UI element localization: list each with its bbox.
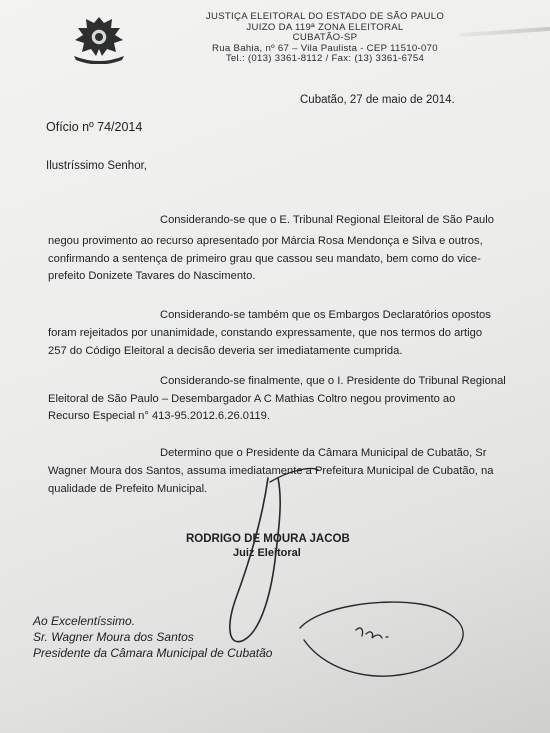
letterhead	[150, 12, 500, 65]
paragraph-2-line-3: 257 do Código Eleitoral a decisão deveria ser imediatamente cumprida.	[48, 345, 403, 357]
paragraph-1-line-2: negou provimento ao recurso apresentado por Márcia Rosa Mendonça e Silva e outros,	[48, 235, 483, 247]
letterhead-line-1: JUSTIÇA ELEITORAL DO ESTADO DE SÃO PAULO	[205, 11, 445, 22]
coat-of-arms-emblem	[66, 14, 132, 64]
oficio-number: Ofício nº 74/2014	[46, 120, 143, 134]
paragraph-3-line-2: Eleitoral de São Paulo – Desembargador A C Mathias Coltro negou provimento ao	[48, 393, 456, 405]
signatory-name: RODRIGO DE MOURA JACOB	[186, 533, 350, 545]
letterhead-line-2: JUIZO DA 119ª ZONA ELEITORAL	[246, 21, 404, 33]
greeting: Ilustríssimo Senhor,	[46, 160, 147, 172]
recipient-line-2: Sr. Wagner Moura dos Santos	[33, 630, 194, 644]
paragraph-1-line-3: confirmando a sentença de primeiro grau que cassou seu mandato, bem como do vice-	[48, 253, 481, 265]
paragraph-4-line-3: qualidade de Prefeito Municipal.	[48, 483, 208, 495]
signatory-title: Juiz Eleitoral	[233, 547, 301, 559]
letterhead-line-3: CUBATÃO-SP	[292, 32, 358, 43]
paragraph-2-line-2: foram rejeitados por unanimidade, constando expressamente, que nos termos do artigo	[48, 327, 483, 339]
letterhead-line-5: Tel.: (013) 3361-8112 / Fax: (13) 3361-6754	[225, 53, 425, 64]
letter-date: Cubatão, 27 de maio de 2014.	[300, 94, 455, 106]
paragraph-3-line-1: Considerando-se finalmente, que o I. Presidente do Tribunal Regional	[160, 375, 506, 387]
paragraph-4-line-1: Determino que o Presidente da Câmara Municipal de Cubatão, Sr	[160, 447, 487, 459]
paragraph-2-line-1: Considerando-se também que os Embargos Declaratórios opostos	[160, 309, 491, 321]
recipient-line-3: Presidente da Câmara Municipal de Cubatão	[33, 646, 273, 660]
letterhead-line-4: Rua Bahia, nº 67 – Vila Paulista - CEP 11510-070	[212, 42, 438, 54]
paragraph-1-line-4: prefeito Donizete Tavares do Nascimento.	[48, 270, 256, 282]
paragraph-4-line-2: Wagner Moura dos Santos, assuma imediatamente a Prefeitura Municipal de Cubatão, na	[48, 465, 494, 477]
paragraph-1-line-1: Considerando-se que o E. Tribunal Regional Eleitoral de São Paulo	[160, 214, 494, 226]
paragraph-3-line-3: Recurso Especial n° 413-95.2012.6.26.0119.	[48, 410, 270, 422]
recipient-line-1: Ao Excelentíssimo.	[33, 614, 136, 628]
